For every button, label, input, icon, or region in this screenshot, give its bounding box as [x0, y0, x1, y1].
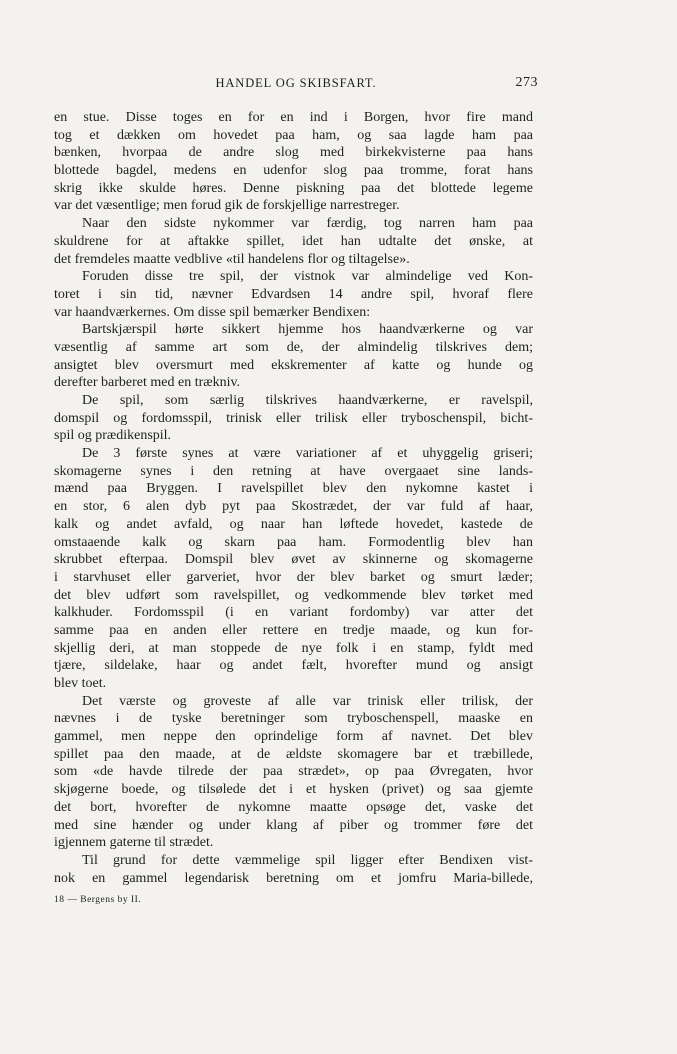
text-line: væsentlig af samme art som de, der almindelig tilskrives dem;	[54, 339, 533, 355]
running-title: HANDEL OG SKIBSFART.	[215, 76, 377, 90]
text-line: det fremdeles maatte vedblive «til handelens flor og tiltagelse».	[54, 251, 410, 267]
text-line: blottede bagdel, medens en udenfor slog paa tromme, forat hans	[54, 163, 533, 179]
text-line: tjære, sildelake, haar og andet fælt, hvorefter mund og ansigt	[54, 658, 533, 674]
text-line: tog et dækken om hovedet paa ham, og saa lagde ham paa	[54, 127, 533, 143]
text-line: spillet paa den maade, at de ældste skomagere bar et træbillede,	[54, 746, 533, 762]
text-line: det bort, hvorefter de nykomne maatte opsøge det, vaske det	[54, 799, 533, 815]
text-line: blev toet.	[54, 676, 107, 691]
text-line: De spil, som særlig tilskrives haandværkerne, er ravelspil,	[82, 393, 533, 408]
printer-signature: 18 — Bergens by II.	[54, 895, 142, 905]
text-line: De 3 første synes at være variationer af et uhyggelig griseri;	[82, 446, 533, 462]
text-line: i starvhuset eller garveriet, hvor der blev barket og smurt læder;	[54, 569, 533, 585]
text-line: ansigtet blev oversmurt med ekskrementer af katte og hunde og	[54, 357, 533, 373]
text-line: som «de havde tilrede der paa strædet», op paa Øvregaten, hvor	[54, 764, 533, 780]
text-line: nok en gammel legendarisk beretning om et jomfru Maria-billede,	[54, 870, 533, 886]
text-line: Det værste og groveste af alle var trinisk eller trilisk, der	[82, 693, 533, 709]
text-line: var haandværkernes. Om disse spil bemærker Bendixen:	[54, 304, 371, 320]
text-line: kalk og andet avfald, og naar han løftede hovedet, kastede de	[54, 516, 533, 532]
text-line: nævnes i de tyske beretninger som tryboschenspell, maaske en	[54, 711, 533, 727]
text-line: med sine hænder og under klang af piber og trommer føre det	[54, 817, 533, 833]
page-number: 273	[515, 75, 538, 90]
body-text	[54, 109, 533, 887]
text-line: skjøgerne boede, og tilsølede det i et hysken (privet) og saa gjemte	[54, 782, 533, 798]
text-line: toret i sin tid, nævner Edvardsen 14 andre spil, hvoraf flere	[54, 286, 533, 302]
text-line: bænken, hvorpaa de andre slog med birkekvisterne paa hans	[54, 145, 533, 161]
text-line: skuldrene for at aftakke spillet, idet han udtalte det ønske, at	[54, 233, 533, 249]
text-line: skjellig deri, at man stoppede de nye folk i en stamp, fyldt med	[54, 640, 533, 656]
text-line: igjennem gaterne til strædet.	[54, 835, 214, 851]
text-line: derefter barberet med en trækniv.	[54, 375, 241, 391]
text-line: skomagerne synes i den retning at have overgaaet sine lands-	[54, 463, 533, 479]
text-line: Bartskjærspil hørte sikkert hjemme hos haandværkerne og var	[82, 322, 533, 338]
text-line: det blev udført som ravelspillet, og vedkommende blev tørket med	[54, 587, 533, 603]
text-line: skrig ikke skulde høres. Denne piskning paa det blottede legeme	[54, 180, 533, 196]
text-line: spil og prædikenspil.	[54, 428, 172, 444]
text-line: omstaaende kalk og skarn paa ham. Formodentlig blev han	[54, 534, 533, 550]
text-line: kalkhuder. Fordomsspil (i en variant fordomby) var atter det	[54, 605, 533, 621]
text-line: en stor, 6 alen dyb pyt paa Skostrædet, der var fuld af haar,	[54, 499, 533, 515]
text-line: var det væsentlige; men forud gik de forskjellige narrestreger.	[54, 198, 400, 214]
text-line: samme paa en anden eller rettere en tredje maade, og kun for-	[54, 622, 533, 638]
text-line: mænd paa Bryggen. I ravelspillet blev den nykomne kastet i	[54, 481, 533, 497]
text-line: Til grund for dette væmmelige spil ligger efter Bendixen vist-	[82, 852, 533, 868]
text-line: Naar den sidste nykommer var færdig, tog narren ham paa	[82, 216, 533, 232]
text-line: skrubbet efterpaa. Domspil blev øvet av skinnerne og skomagerne	[54, 552, 533, 568]
text-line: Foruden disse tre spil, der vistnok var almindelige ved Kon-	[82, 269, 533, 285]
text-line: domspil og fordomsspil, trinisk eller trilisk eller tryboschenspil, bicht-	[54, 410, 533, 426]
page-header	[54, 76, 538, 96]
text-line: gammel, men neppe den oprindelige form af navnet. Det blev	[54, 729, 533, 745]
text-line: en stue. Disse toges en for en ind i Borgen, hvor fire mand	[54, 110, 533, 125]
